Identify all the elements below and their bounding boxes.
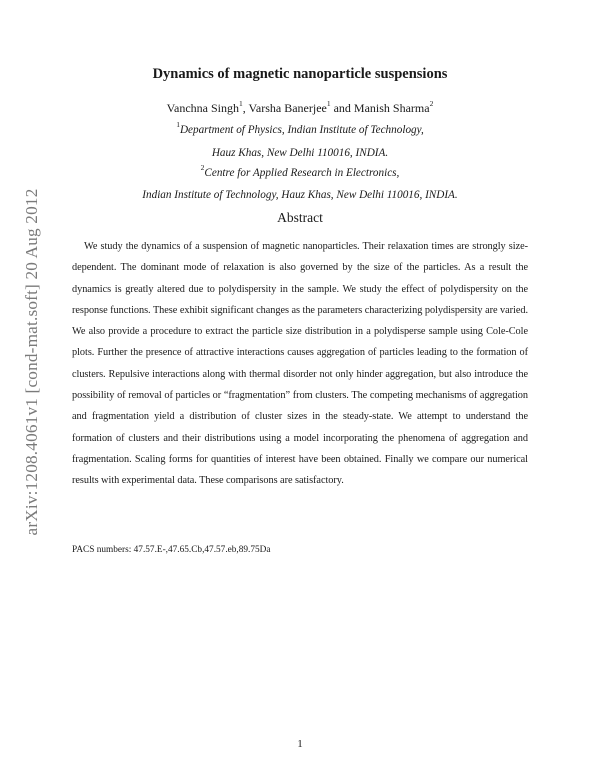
author-affiliation-mark: 1 [239, 99, 243, 108]
affiliation-1-line-1: $^1$Department of Physics, Indian Institute of Technology, [176, 120, 424, 136]
abstract-heading: Abstract [277, 210, 323, 225]
author-affiliation-mark: 2 [429, 99, 434, 108]
paper-title: Dynamics of magnetic nanoparticle suspensions [152, 66, 448, 82]
affiliation-mark: 1 [176, 120, 180, 130]
author-name: Varsha Banerjee [248, 101, 327, 115]
affiliation-2-line-2: Indian Institute of Technology, Hauz Khas, New Delhi 110016, INDIA. [142, 189, 458, 201]
abstract-text: We study the dynamics of a suspension of magnetic nanoparticles. Their relaxation times are strongly size-dependent. The dominant mode of relaxation is also governed by the size of the particles. As a result the dynamics is greatly altered due to polydispersity in the sample. We study the effect of polydispersity on the response functions. These exhibit significant changes as the parameters characterizing polydispersity are varied. We also provide a procedure to extract the particle size distribution in a polydisperse sample using Cole-Cole plots. Further the presence of attractive interactions causes aggregation of particles leading to the formation of clusters. Repulsive interactions along with thermal disorder not only hinder aggregation, but also introduce the possibility of removal of particles or “fragmentation” from clusters. The competing mechanisms of aggregation and fragmentation yield a distribution of cluster sizes in the steady-state. We attempt to understand the formation of clusters and their distributions using a model incorporating the phenomena of aggregation and fragmentation. Scaling forms for quantities of interest have been obtained. Finally we compare our numerical results with experimental data. These comparisons are satisfactory. [72, 241, 528, 487]
author-conjunction: and [333, 101, 351, 115]
arxiv-identifier: arXiv:1208.4061v1 [cond-mat.soft] 20 Aug 2012 [22, 188, 41, 536]
page-number: 1 [297, 738, 303, 750]
abstract-body [72, 236, 528, 492]
author-list: Vanchna Singh$^1$, Varsha Banerjee$^1$ and Manish Sharma$^2$ [166, 99, 434, 115]
affiliation-mark: 2 [200, 163, 205, 173]
affiliation-1-line-2: Hauz Khas, New Delhi 110016, INDIA. [211, 147, 389, 159]
affiliation-2-line-1: $^2$Centre for Applied Research in Electronics, [200, 163, 400, 179]
author-name: Vanchna Singh [166, 101, 239, 115]
author-name: Manish Sharma [353, 101, 430, 115]
author-affiliation-mark: 1 [326, 99, 331, 108]
pacs-numbers: PACS numbers: 47.57.E-,47.65.Cb,47.57.eb,89.75Da [72, 545, 271, 555]
